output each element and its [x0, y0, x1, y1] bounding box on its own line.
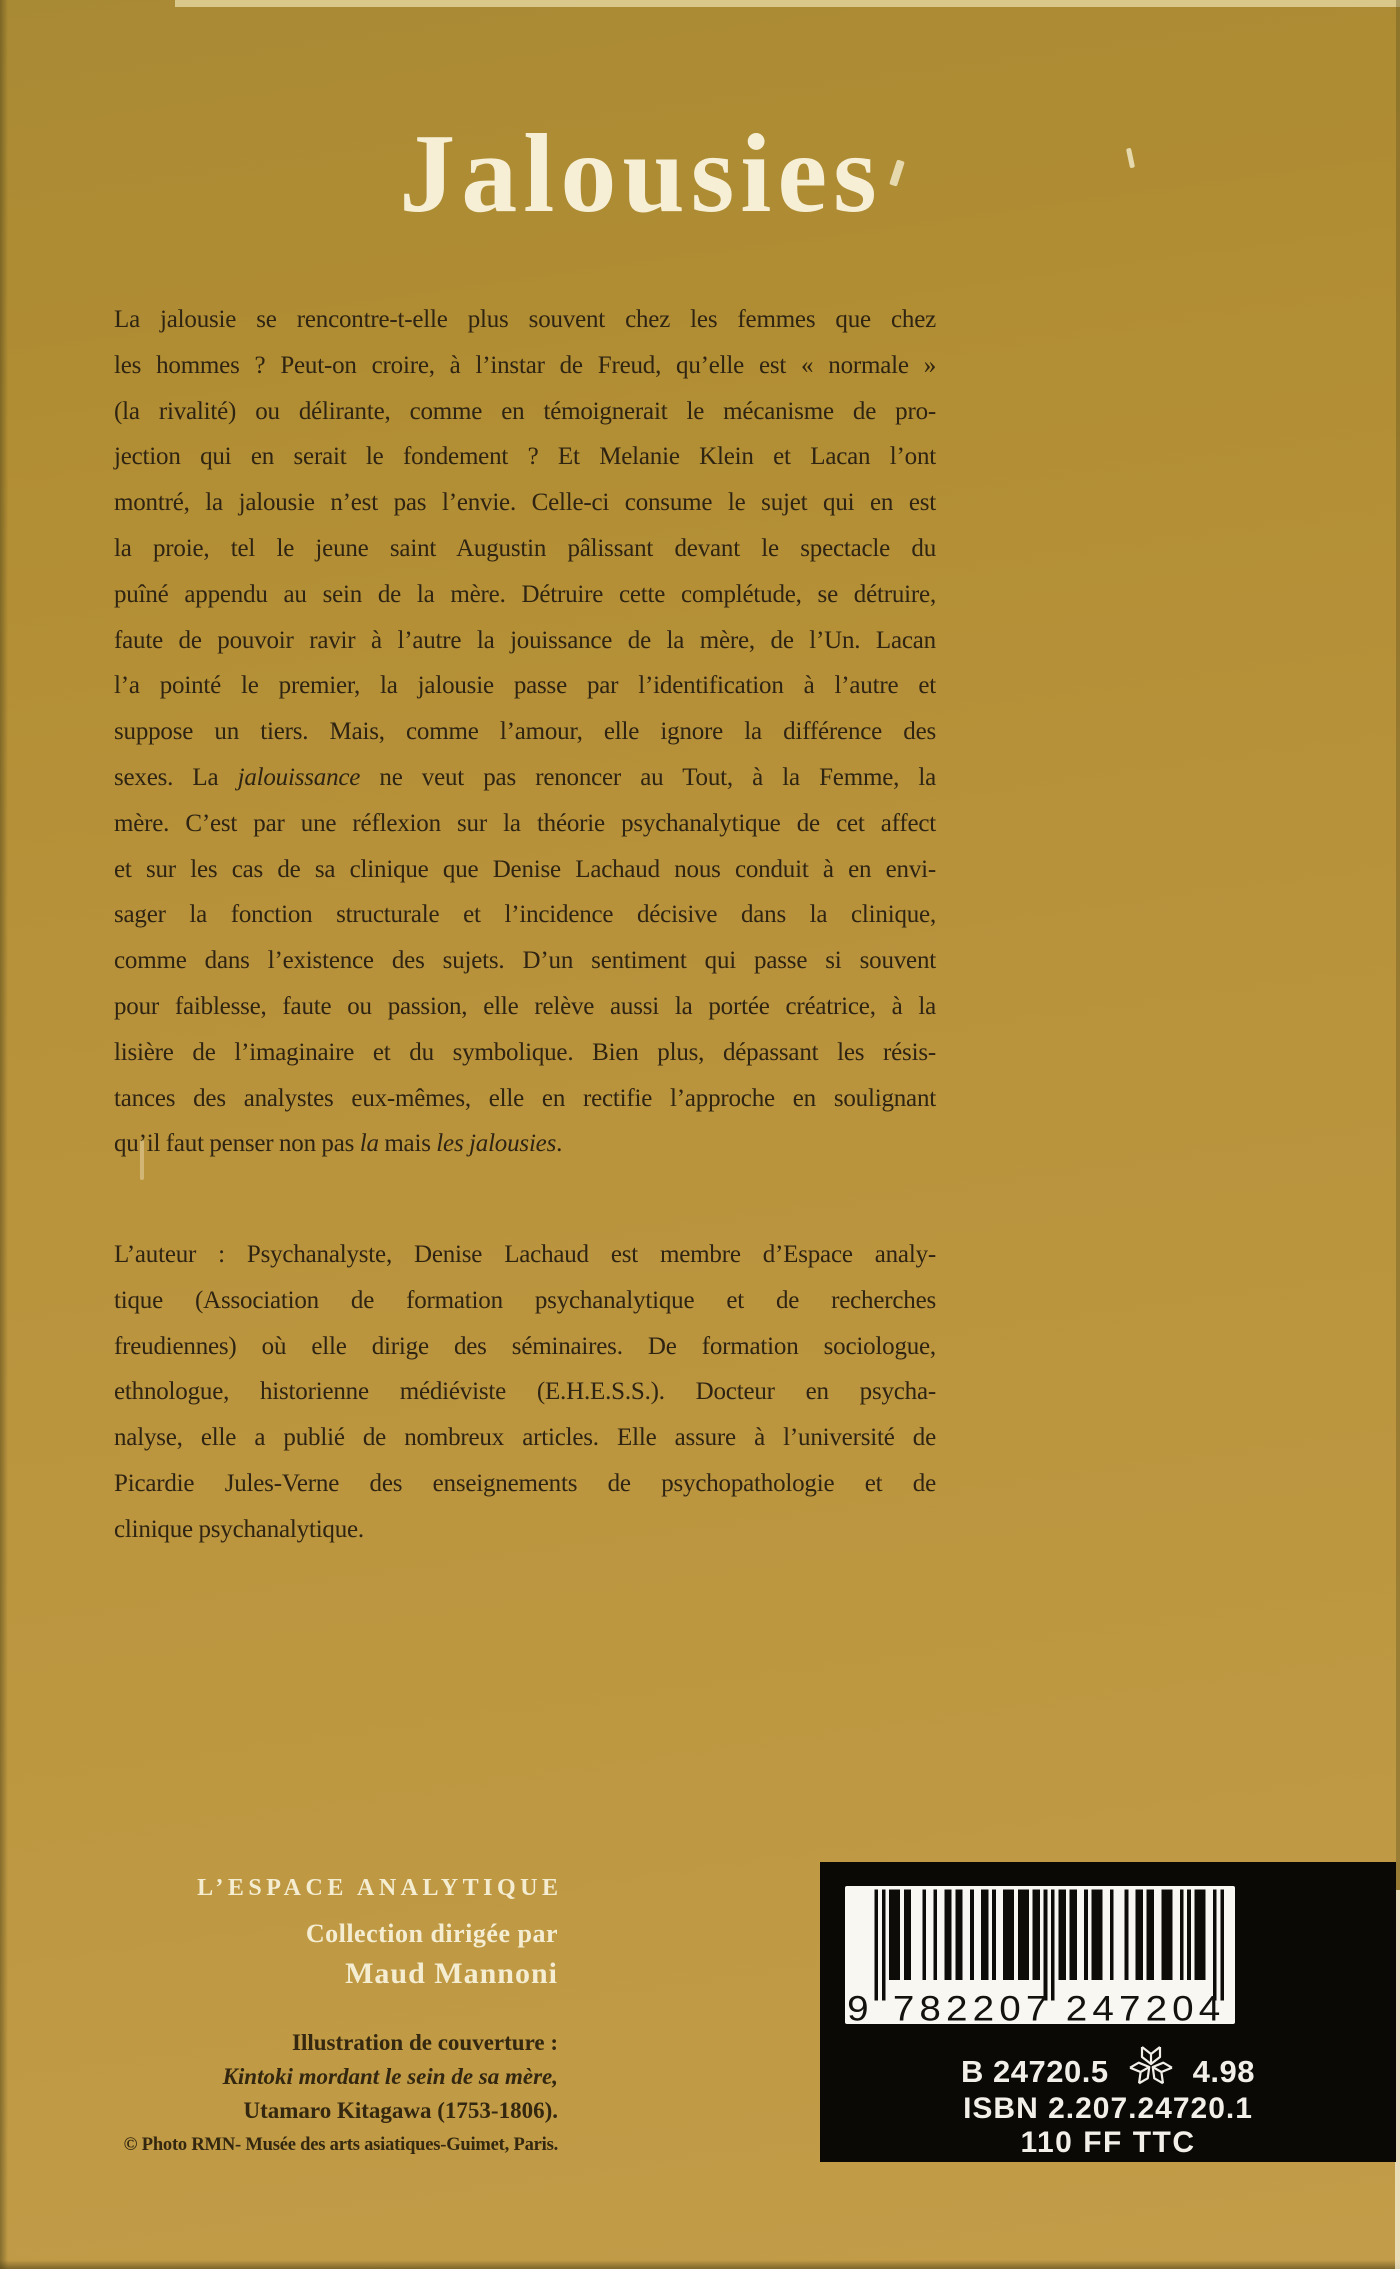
book-title: Jalousies [399, 112, 883, 236]
ean-digit-system: 9 [847, 1988, 869, 2024]
text-line: jection qui en serait le fondement ? Et Melanie Klein et Lacan l’ont [114, 443, 936, 471]
scan-edge-left [0, 0, 8, 2269]
isbn: ISBN 2.207.24720.1 [963, 2092, 1253, 2125]
collection-name: L’ESPACE ANALYTIQUE [197, 1875, 563, 1901]
text-line: comme dans l’existence des sujets. D’un sentiment qui passe si souvent [114, 947, 936, 975]
scan-edge-top [175, 0, 1400, 7]
ean-barcode [845, 1886, 1235, 2024]
text-line: sager la fonction structurale et l’incidence décisive dans la clinique, [114, 901, 936, 929]
ean-digits-right: 247204 [1065, 1988, 1221, 2024]
author-note-paragraph [114, 1232, 936, 1553]
text-line: l’a pointé le premier, la jalousie passe par l’identification à l’autre et [114, 672, 936, 700]
barcode-bars [845, 1886, 1235, 2024]
collection-block [112, 1872, 563, 1992]
text-line: freudiennes) où elle dirige des séminaires. De formation sociologue, [114, 1332, 936, 1360]
ean-digits-left: 782207 [892, 1988, 1048, 2024]
text-line: nalyse, elle a publié de nombreux articles. Elle assure à l’université de [114, 1424, 936, 1452]
photo-credit: © Photo RMN- Musée des arts asiatiques-Guimet, Paris. [123, 2135, 558, 2155]
text-line: (la rivalité) ou délirante, comme en témoignerait le mécanisme de pro- [114, 397, 936, 425]
text-line: pour faiblesse, faute ou passion, elle relève aussi la portée créatrice, à la [114, 992, 936, 1020]
scan-edge-bottom [0, 2260, 1400, 2269]
price-block [820, 1862, 1396, 2162]
synopsis-paragraph [114, 297, 936, 1167]
text-line: montré, la jalousie n’est pas l’envie. Celle-ci consume le sujet qui en est [114, 489, 936, 517]
text-line: faute de pouvoir ravir à l’autre la jouissance de la mère, de l’Un. Lacan [114, 626, 936, 654]
text-line: et sur les cas de sa clinique que Denise Lachaud nous conduit à en envi- [114, 855, 936, 883]
text-line: la proie, tel le jeune saint Augustin pâlissant devant le spectacle du [114, 534, 936, 562]
text-line: ethnologue, historienne médiéviste (E.H.E.S.S.). Docteur en psycha- [114, 1378, 936, 1406]
text-line: suppose un tiers. Mais, comme l’amour, elle ignore la différence des [114, 718, 936, 746]
denoel-logo-icon [1125, 2034, 1177, 2094]
scan-edge-right [1396, 0, 1400, 1890]
cover-credits-block [90, 2026, 558, 2162]
illustration-label: Illustration de couverture : [292, 2030, 558, 2055]
text-line: clinique psychanalytique. [114, 1515, 364, 1543]
text-line: lisière de l’imaginaire et du symbolique. Bien plus, dépassant les résis- [114, 1038, 936, 1066]
illustration-title: Kintoki mordant le sein de sa mère, [222, 2064, 558, 2089]
price: 110 FF TTC [1020, 2126, 1196, 2159]
text-line: L’auteur : Psychanalyste, Denise Lachaud est membre d’Espace analy- [114, 1241, 936, 1268]
text-line: La jalousie se rencontre-t-elle plus souvent chez les femmes que chez [114, 306, 936, 333]
text-line: tique (Association de formation psychanalytique et de recherches [114, 1286, 936, 1314]
text-line: Picardie Jules-Verne des enseignements de psychopathologie et de [114, 1469, 936, 1497]
text-line: qu’il faut penser non pas la mais les jalousies. [114, 1130, 563, 1158]
print-code: 4.98 [1192, 2054, 1255, 2089]
collection-director: Maud Mannoni [345, 1957, 558, 1990]
publisher-reference: B 24720.5 [961, 2054, 1109, 2089]
collection-directed-by: Collection dirigée par [305, 1919, 558, 1948]
publisher-reference-row [820, 2034, 1396, 2090]
illustration-artist: Utamaro Kitagawa (1753-1806). [243, 2098, 558, 2123]
text-line: les hommes ? Peut-on croire, à l’instar de Freud, qu’elle est « normale » [114, 351, 936, 379]
text-line: mère. C’est par une réflexion sur la théorie psychanalytique de cet affect [114, 809, 936, 837]
text-line: sexes. La jalouissance ne veut pas renoncer au Tout, à la Femme, la [114, 763, 936, 791]
text-line: puîné appendu au sein de la mère. Détruire cette complétude, se détruire, [114, 580, 936, 608]
text-line: tances des analystes eux-mêmes, elle en rectifie l’approche en soulignant [114, 1084, 936, 1112]
